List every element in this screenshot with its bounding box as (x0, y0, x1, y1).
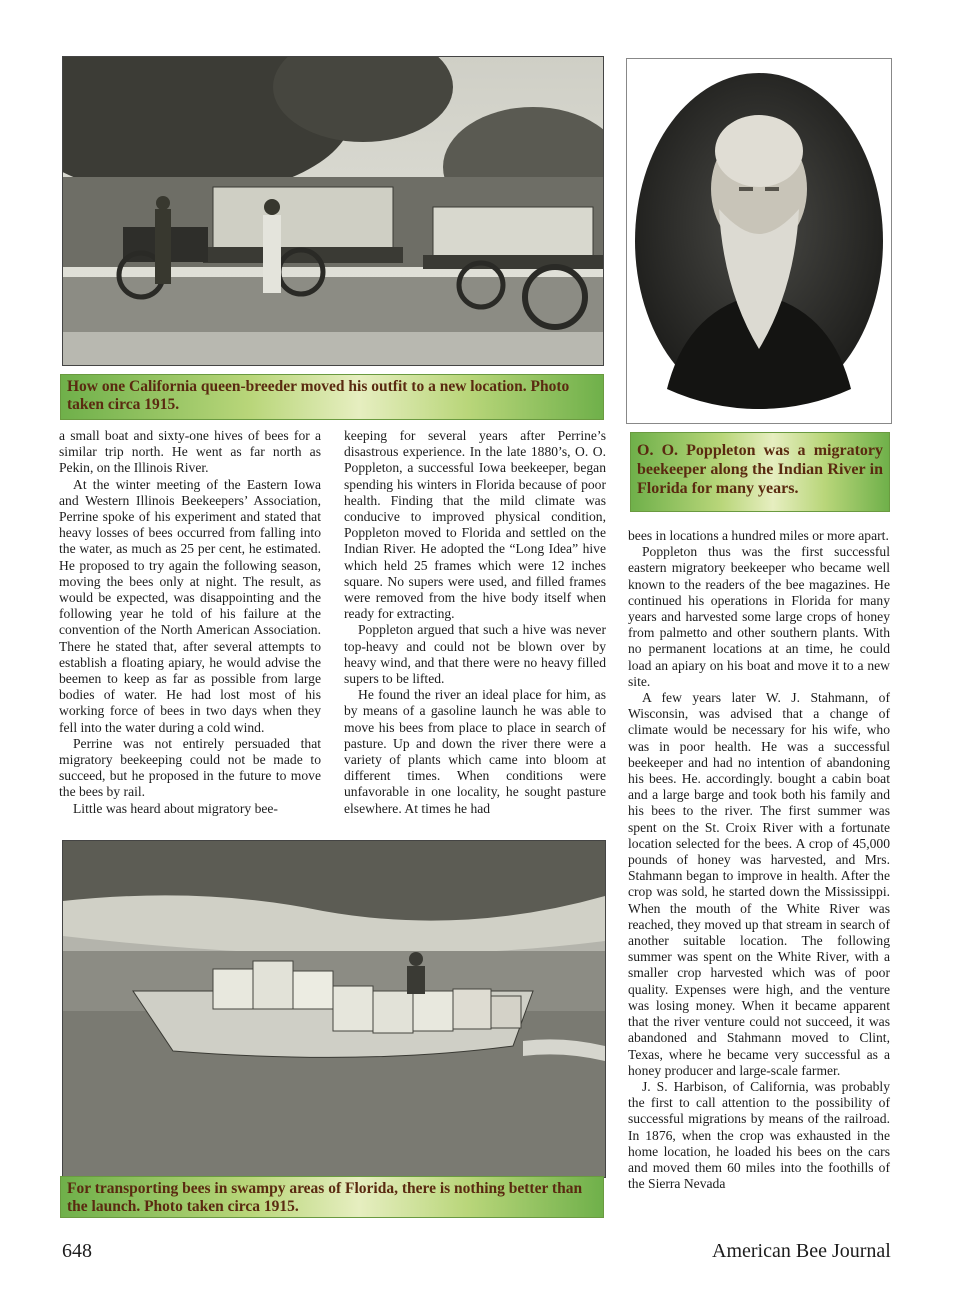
boat-photo-caption: For transporting bees in swampy areas of Florida, there is nothing better than the launch. Photo taken circa 1915. (60, 1176, 604, 1218)
col2-paragraph: Poppleton argued that such a hive was never top-heavy and could not be blown over by heavy wind, and that there were no heavy filled supers to be lifted. (344, 622, 606, 687)
col2-paragraph: He found the river an ideal place for him, as by means of a gasoline launch he was able to move his bees from place to place in search of pasture. Up and down the river there were a variety of plants which came into bloom at different times. When conditions were unfavorable in one locality, he sought pasture elsewhere. At times he had (344, 687, 606, 816)
col3-paragraph: Poppleton thus was the first successful eastern migratory beekeeper who became well known to the readers of the bee magazines. He continued his operations in Florida for many years and harvested some large crops of honey from palmetto and other southern plants. With no permanent locations at an time, he could load an apiary on his boat and move it to a new site. (628, 544, 890, 689)
article-column-2 (344, 428, 606, 817)
col2-paragraph: keeping for several years after Perrine’s disastrous experience. In the late 1880’s, O. O. Poppleton, a successful Iowa beekeeper, began spending his winters in Florida because of poor health. Finding that the mild climate was conducive to improved physical condition, Poppleton moved to Florida and settled on the Indian River. He adopted the “Long Idea” hive which held 25 frames which were 12 inches square. No supers were used, and filled frames were removed from the hive body itself when ready for extracting. (344, 428, 606, 622)
portrait-photo-caption: O. O. Poppleton was a migratory beekeeper along the Indian River in Florida for many years. (630, 432, 890, 512)
truck-photo-caption: How one California queen-breeder moved his outfit to a new location. Photo taken circa 1915. (60, 374, 604, 420)
col3-paragraph: A few years later W. J. Stahmann, of Wisconsin, was advised that a change of climate would be necessary for his wife, who was in poor health. He was a successful beekeeper and had no intention of abandoning his bees. He. accordingly. bought a cabin boat and a large barge and took both his family and his bees to the river. The first summer was spent on the St. Croix River with a fortunate location selected for the bees. A crop of 45,000 pounds of honey was harvested, and Mrs. Stahmann began to improve in health. After the crop was sold, he started down the Mississippi. When the mouth of the White River was reached, they moved up that stream in search of another suitable location. The following summer was spent on the White River, with a smaller crop harvested which was of poor quality. Expenses were high, and the venture was losing money. When it became apparent that the river venture could not succeed, it was abandoned and Stahmann moved to Clint, Texas, where he became very successful as a honey producer and large-scale farmer. (628, 690, 890, 1078)
col1-paragraph: Perrine was not entirely persuaded that migratory beekeeping could not be made to succeed, but he proposed in the future to move the bees by rail. (59, 735, 321, 800)
article-column-3 (628, 528, 890, 1192)
portrait-photo-image (627, 59, 891, 423)
portrait-photo (626, 58, 892, 424)
article-column-1 (59, 428, 321, 817)
col3-paragraph: bees in locations a hundred miles or more apart. (628, 528, 889, 543)
boat-photo-image (63, 841, 605, 1177)
col3-paragraph: J. S. Harbison, of California, was probably the first to call attention to the possibility of successful migrations by means of the railroad. In 1876, when the crop was exhausted in the home location, he loaded his bees on the cars and moved them 60 miles into the foothills of the Sierra Nevada (628, 1078, 890, 1192)
page-number: 648 (62, 1240, 92, 1262)
journal-title: American Bee Journal (712, 1240, 891, 1262)
boat-photo (62, 840, 606, 1178)
truck-photo-image (63, 57, 603, 365)
col1-paragraph: At the winter meeting of the Eastern Iowa and Western Illinois Beekeepers’ Association, Perrine spoke of his experiment and stated that heavy losses of bees occurred from falling into the water, as much as 25 per cent, he estimated. He proposed to try again the following season, moving the bees only at night. The result, as would be expected, was disappointing and the following year he told of his failure at the convention of the North American Association. There he stated that, after several attempts to establish a floating apiary, he would advise the beemen to keep as far as possible from large bodies of water. He had lost most of his working force of bees in two days when they fell into the water during a cold wind. (59, 476, 321, 735)
col1-paragraph: a small boat and sixty-one hives of bees for a similar trip north. He went as far north as Pekin, on the Illinois River. (59, 428, 321, 476)
col1-paragraph: Little was heard about migratory bee- (73, 800, 278, 816)
truck-photo (62, 56, 604, 366)
